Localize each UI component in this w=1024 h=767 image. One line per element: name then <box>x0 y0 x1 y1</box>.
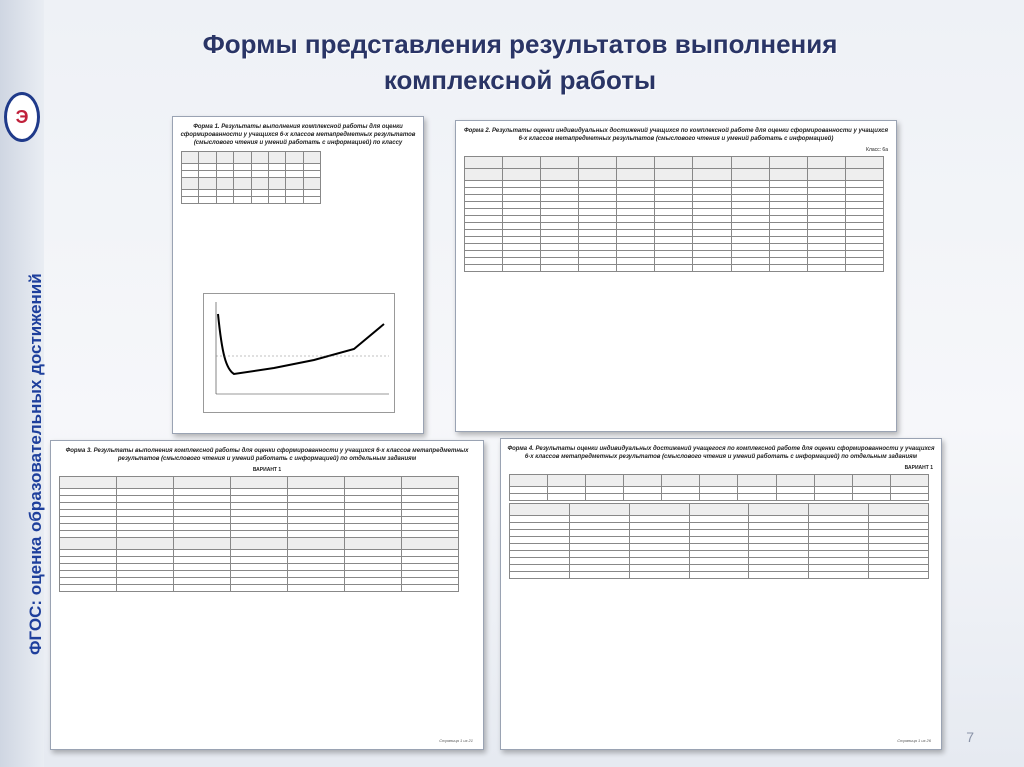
form3-variant: ВАРИАНТ 1 <box>252 467 282 473</box>
form1-chart <box>203 293 395 413</box>
page-number: 7 <box>966 729 974 745</box>
form1-document <box>172 116 424 434</box>
side-label: ФГОС: оценка образовательных достижений <box>26 273 45 655</box>
slide-title: Формы представления результатов выполнения комплексной работы <box>202 29 838 95</box>
sidebar-band <box>0 0 44 767</box>
form3-table <box>59 476 459 592</box>
form4-variant: ВАРИАНТ 1 <box>904 465 933 471</box>
form4-table-top <box>509 474 929 501</box>
form2-table <box>464 156 884 272</box>
form4-heading: Форма 4. Результаты оценки индивидуальных достижений учащегося по комплексной работе для оценки сформированности у учащихся 6-х классов метапредметных результатов (смыслового чтения и умений работать с информацией) по отдельным заданиям <box>507 446 935 460</box>
form2-class: Класс: 6а <box>866 147 888 153</box>
form2-heading: Форма 2. Результаты оценки индивидуальных достижений учащихся по комплексной работе для оценки сформированности у учащихся 6-х классов метапредметных результатов (смыслового чтения и умений работать с информацией) <box>463 128 889 142</box>
form1-heading: Форма 1. Результаты выполнения комплексной работы для оценки сформированности у учащихся 6-х классов метапредметных результатов (смыслового чтения и умений работать с информацией) по классу <box>180 124 416 146</box>
form1-table <box>181 151 321 204</box>
form3-footer: Страница 1 из 21 <box>439 738 473 743</box>
form4-document <box>500 438 942 750</box>
form4-table-bottom <box>509 503 929 579</box>
form4-footer: Страница 1 из 26 <box>897 738 931 743</box>
form2-document <box>455 120 897 432</box>
form3-document <box>50 440 484 750</box>
form3-heading: Форма 3. Результаты выполнения комплексной работы для оценки сформированности у учащихся 6-х классов метапредметных результатов (смыслового чтения и умений работать с информацией) по отдельным заданиям <box>65 448 469 462</box>
fgos-logo-icon: Э <box>4 92 40 142</box>
